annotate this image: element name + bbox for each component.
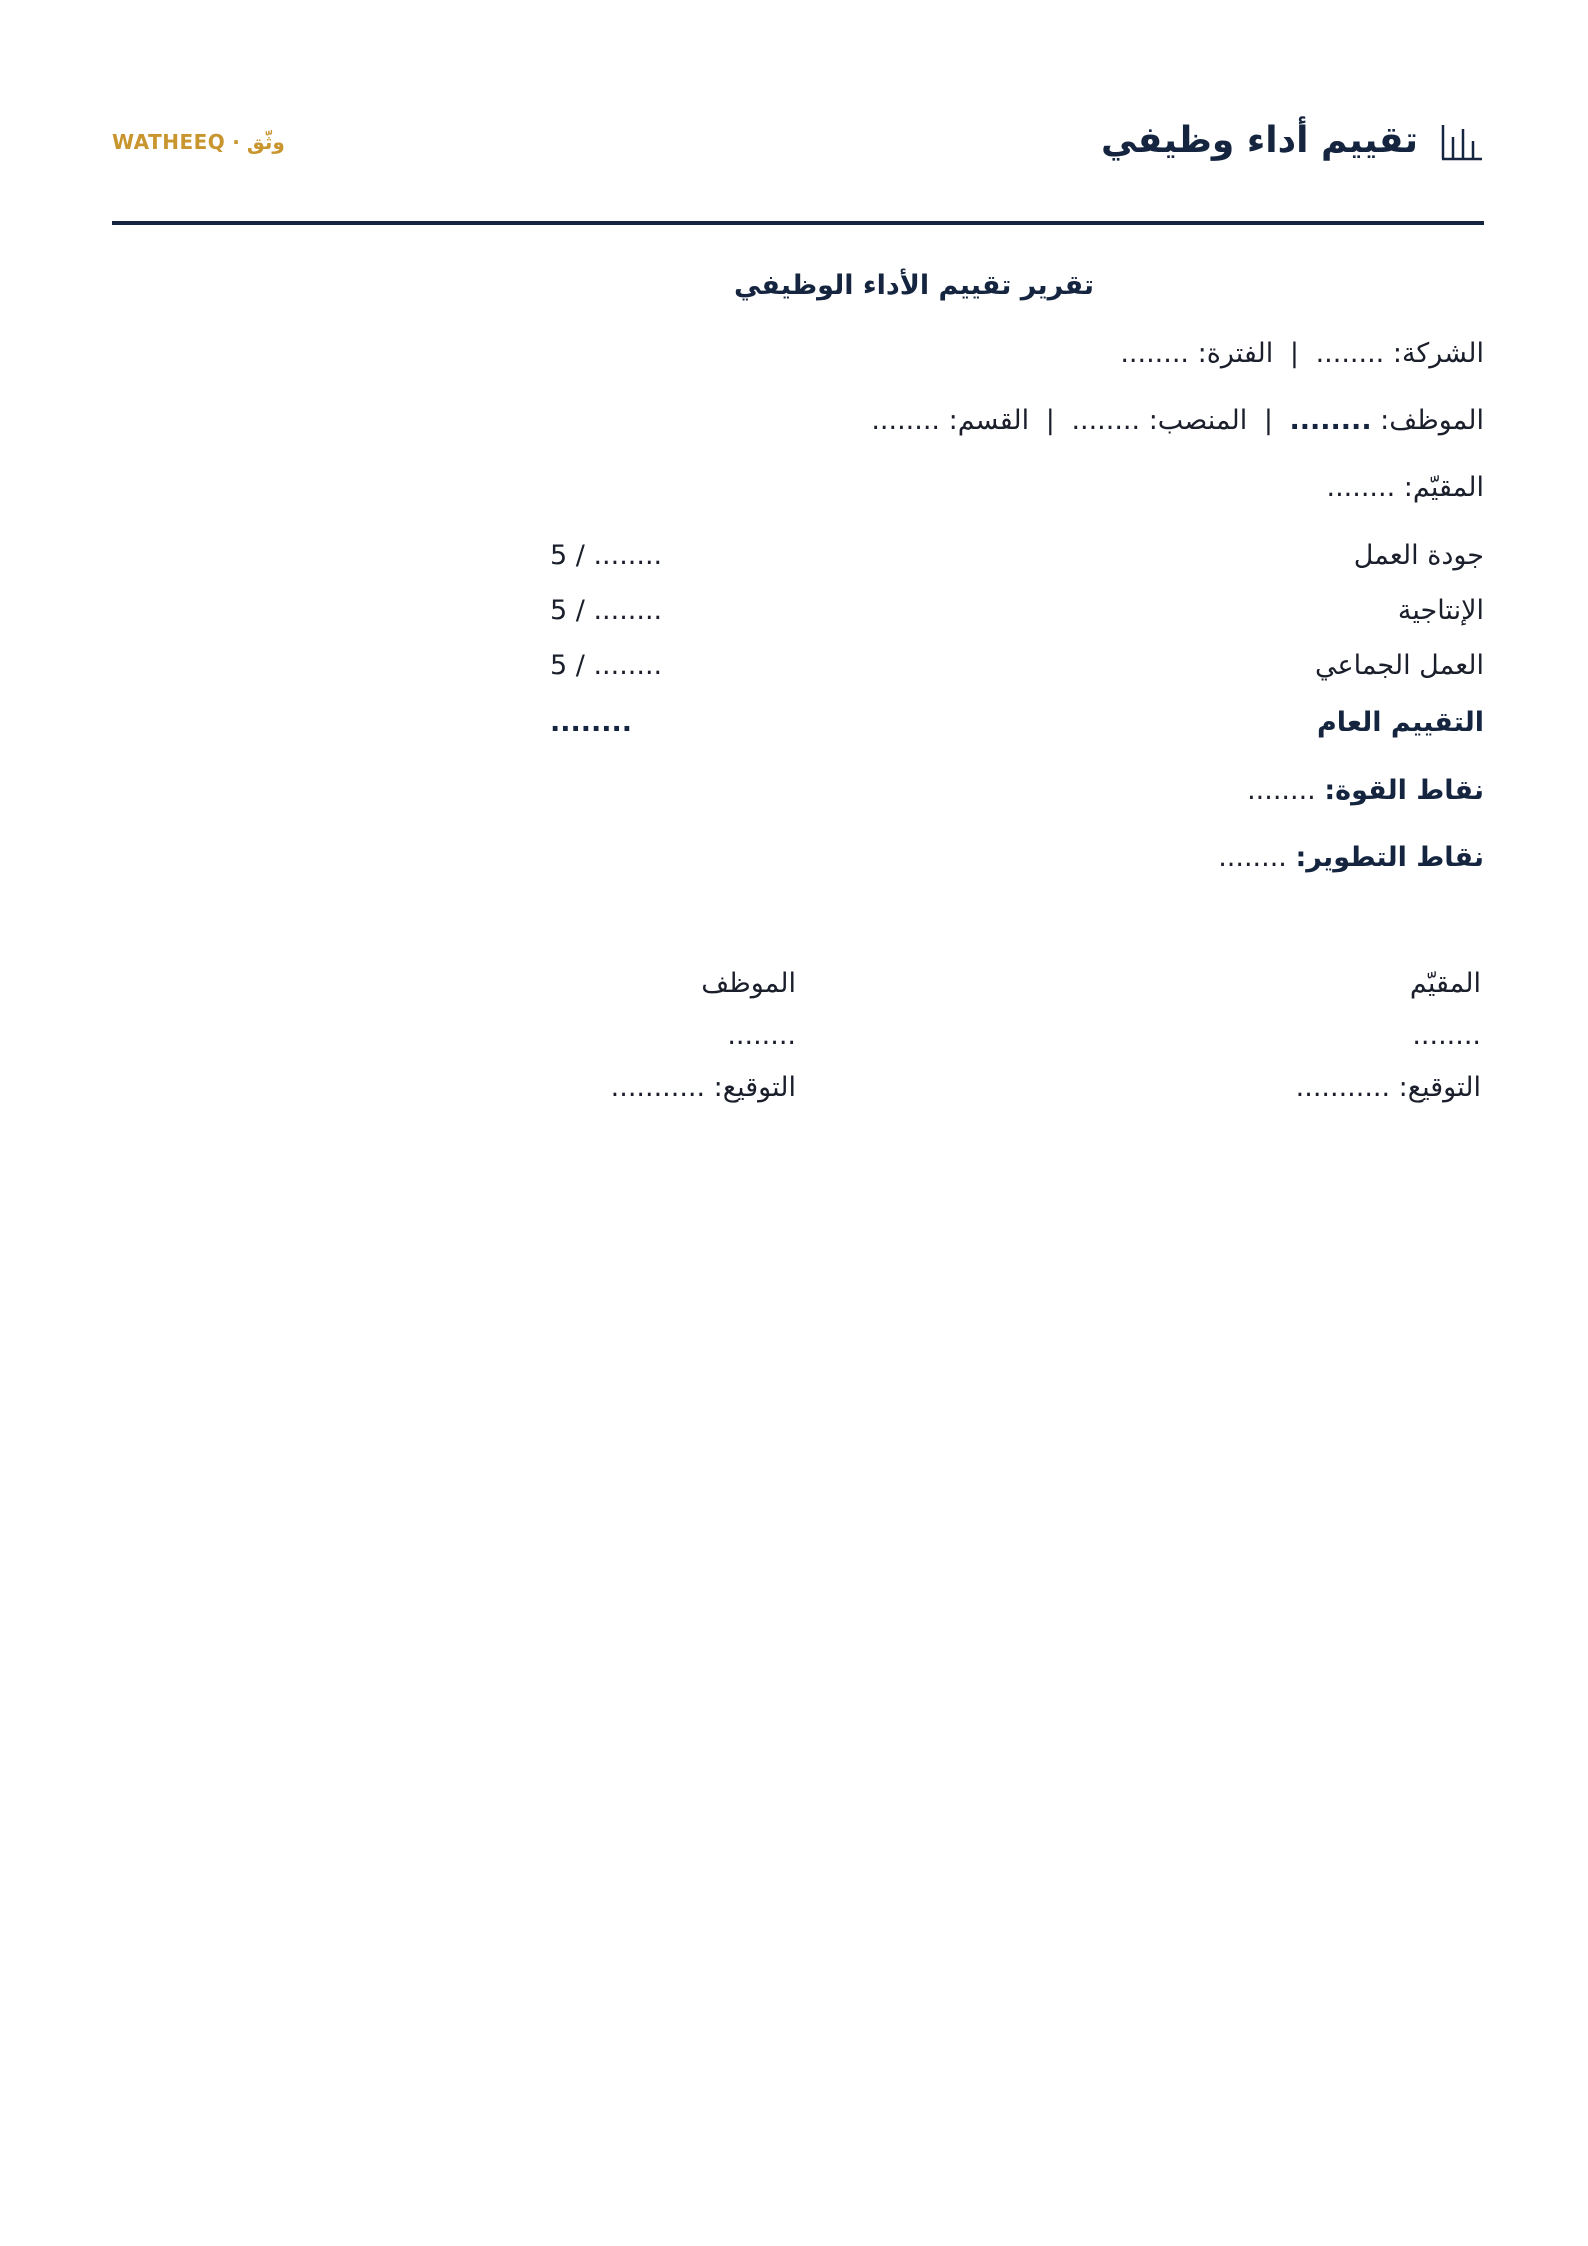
score-label: الإنتاجية [1397, 595, 1484, 626]
report-title-text: تقرير تقييم الأداء الوظيفي [733, 270, 1095, 301]
evaluator-signature-title: المقيّم [1409, 968, 1481, 999]
strengths-value: ........ [1247, 775, 1316, 806]
score-value: ........ / 5 [550, 540, 663, 571]
separator: | [1045, 405, 1055, 436]
department-value: ........ [871, 405, 940, 436]
strengths-label: نقاط القوة: [1324, 775, 1484, 806]
score-label: جودة العمل [1353, 540, 1484, 571]
strengths-line [1247, 775, 1484, 806]
employee-signature-title: الموظف [701, 968, 796, 999]
overall-rating-label: التقييم العام [1316, 707, 1484, 738]
period-value: ........ [1120, 338, 1190, 369]
department-label: القسم: [948, 405, 1030, 436]
employee-label: الموظف: [1380, 405, 1484, 436]
position-label: المنصب: [1148, 405, 1248, 436]
evaluator-signature-block [1296, 968, 1481, 1124]
evaluator-value: ........ [1326, 472, 1396, 503]
document-title: تقييم أداء وظيفي [1101, 120, 1418, 161]
position-value: ........ [1071, 405, 1141, 436]
score-row [112, 540, 1484, 580]
score-row [112, 595, 1484, 635]
separator: | [1289, 338, 1299, 369]
company-value: ........ [1315, 338, 1385, 369]
evaluator-signature-name: ........ [1412, 1020, 1481, 1051]
overall-rating-value: ........ [550, 707, 633, 738]
employee-signature-block [611, 968, 796, 1124]
employee-signature-name: ........ [727, 1020, 796, 1051]
header-divider [112, 221, 1484, 225]
brand-label: وثّق · WATHEEQ [112, 130, 285, 154]
company-period-line [1120, 338, 1484, 369]
document-title-group [1101, 120, 1484, 161]
score-row [112, 650, 1484, 690]
employee-value: ........ [1289, 405, 1372, 436]
document-header [112, 110, 1484, 180]
employee-signature-line: التوقيع: ........... [610, 1072, 796, 1103]
employee-line [871, 405, 1484, 436]
development-line [1218, 842, 1484, 873]
development-value: ........ [1218, 842, 1287, 873]
overall-rating-row [112, 707, 1484, 747]
score-label: العمل الجماعي [1314, 650, 1484, 681]
score-value: ........ / 5 [550, 595, 663, 626]
separator: | [1263, 405, 1273, 436]
period-label: الفترة: [1197, 338, 1274, 369]
company-label: الشركة: [1392, 338, 1484, 369]
evaluator-label: المقيّم: [1403, 472, 1484, 503]
bar-chart-icon [1440, 121, 1484, 161]
evaluator-signature-line: التوقيع: ........... [1295, 1072, 1481, 1103]
score-value: ........ / 5 [550, 650, 663, 681]
evaluator-line [1327, 472, 1484, 503]
development-label: نقاط التطوير: [1295, 842, 1484, 873]
report-title [112, 270, 1484, 301]
